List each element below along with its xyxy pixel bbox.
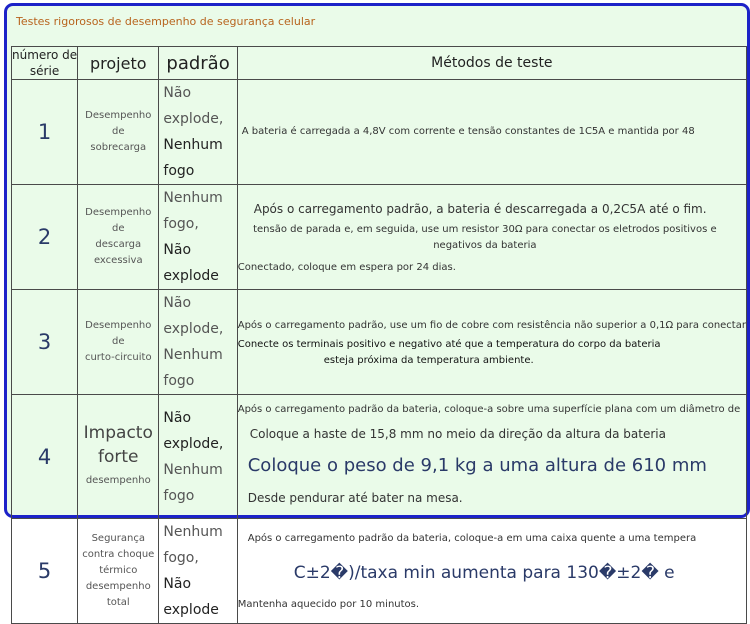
table-header-row	[12, 47, 747, 80]
table-row	[12, 519, 747, 624]
row-standard: Não explode, Nenhum fogo	[159, 290, 237, 395]
document-frame	[4, 3, 750, 618]
row-standard: Nenhum fogo, Não explode	[159, 519, 237, 624]
row-number: 5	[12, 519, 78, 624]
table-row	[12, 80, 747, 185]
row-methods: Após o carregamento padrão, use um fio de cobre com resistência não superior a 0,1Ω para conectar Conecte os terminais positivo e negativo até que a temperatura do corpo da bateria esteja próxima da temperatura ambiente.	[237, 290, 746, 395]
row-project: Desempenho de curto-circuito	[78, 290, 159, 395]
row-number: 4	[12, 395, 78, 519]
row-methods: Após o carregamento padrão da bateria, coloque-a em uma caixa quente a uma tempera C±2�)/taxa min aumenta para 130�±2� e Mantenha aquecido por 10 minutos.	[237, 519, 746, 624]
row-project: Desempenho de sobrecarga	[78, 80, 159, 185]
row-project: Impacto forte desempenho	[78, 395, 159, 519]
table-row	[12, 290, 747, 395]
row-standard: Nenhum fogo, Não explode	[159, 185, 237, 290]
row-standard: Não explode, Nenhum fogo	[159, 80, 237, 185]
row-number: 2	[12, 185, 78, 290]
safety-test-table	[11, 46, 747, 624]
header-project: projeto	[78, 47, 159, 80]
header-standard: padrão	[159, 47, 237, 80]
row-methods: Após o carregamento padrão, a bateria é descarregada a 0,2C5A até o fim. tensão de parada e, em seguida, use um resistor 30Ω para conectar os eletrodos positivos e negativos da bateria Conectado, coloque em espera por 24 dias.	[237, 185, 746, 290]
row-number: 3	[12, 290, 78, 395]
row-project: Desempenho de descarga excessiva	[78, 185, 159, 290]
document-title: Testes rigorosos de desempenho de segurança celular	[16, 15, 316, 28]
row-standard: Não explode, Nenhum fogo	[159, 395, 237, 519]
table-row	[12, 185, 747, 290]
header-serial: número de série	[12, 48, 78, 78]
row-methods: A bateria é carregada a 4,8V com corrente e tensão constantes de 1C5A e mantida por 48	[237, 80, 746, 185]
row-project: Segurança contra choque térmico desempenho total	[78, 519, 159, 624]
header-methods: Métodos de teste	[237, 47, 746, 80]
row-methods: Após o carregamento padrão da bateria, coloque-a sobre uma superfície plana com um diâmetro de Coloque a haste de 15,8 mm no meio da direção da altura da bateria Coloque o peso de 9,1 kg a uma altura de 610 mm Desde pendurar até bater na mesa.	[237, 395, 746, 519]
row-number: 1	[12, 80, 78, 185]
table-row	[12, 395, 747, 519]
